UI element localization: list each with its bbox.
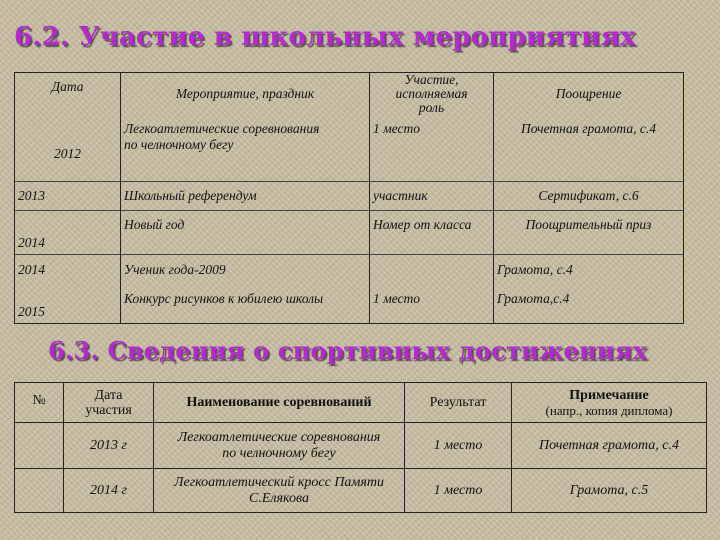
table-row [15, 285, 684, 323]
cell-date: 2012 [15, 115, 121, 181]
table-row [15, 254, 684, 285]
header-competition: Наименование соревнований [154, 383, 405, 423]
cell-role [370, 254, 494, 285]
cell-date: 2013 [15, 181, 121, 210]
table-row [15, 469, 707, 513]
cell-event: Ученик года-2009 [121, 254, 370, 285]
header-reward: Поощрение [494, 73, 684, 116]
cell-role: Номер от класса [370, 210, 494, 254]
cell-role: 1 место [370, 285, 494, 323]
cell-date: 2014 [15, 254, 121, 285]
table-header-row [15, 73, 684, 116]
header-note: Примечание (напр., копия диплома) [512, 383, 707, 423]
cell-competition: Легкоатлетические соревнования по челночному бегу [154, 423, 405, 469]
cell-date: 2013 г [64, 423, 154, 469]
cell-date: 2014 г [64, 469, 154, 513]
cell-date: 2014 [15, 210, 121, 254]
table-row [15, 210, 684, 254]
cell-number [15, 469, 64, 513]
cell-reward: Поощрительный приз [494, 210, 684, 254]
header-event: Мероприятие, праздник [121, 73, 370, 116]
cell-event: Конкурс рисунков к юбилею школы [121, 285, 370, 323]
cell-role: 1 место [370, 115, 494, 181]
header-date: Дата [15, 73, 121, 116]
cell-number [15, 423, 64, 469]
cell-result: 1 место [405, 469, 512, 513]
cell-event: Легкоатлетические соревнования по челночному бегу [121, 115, 370, 181]
cell-reward: Почетная грамота, с.4 [494, 115, 684, 181]
cell-note: Почетная грамота, с.4 [512, 423, 707, 469]
cell-date: 2015 [15, 285, 121, 323]
cell-reward: Сертификат, с.6 [494, 181, 684, 210]
school-events-table [14, 72, 684, 324]
header-number: № [15, 383, 64, 423]
cell-note: Грамота, с.5 [512, 469, 707, 513]
table-header-row [15, 383, 707, 423]
cell-reward: Грамота, с.4 [494, 254, 684, 285]
cell-result: 1 место [405, 423, 512, 469]
header-role: Участие, исполняемая роль [370, 73, 494, 116]
sports-achievements-table [14, 382, 707, 513]
table-row [15, 423, 707, 469]
table-row [15, 115, 684, 181]
cell-reward: Грамота,с.4 [494, 285, 684, 323]
section-title-school-events: 6.2. Участие в школьных мероприятиях [14, 22, 636, 52]
cell-event: Новый год [121, 210, 370, 254]
section-title-sports-achievements: 6.3. Сведения о спортивных достижениях [48, 336, 647, 365]
header-result: Результат [405, 383, 512, 423]
header-date: Дата участия [64, 383, 154, 423]
cell-event: Школьный референдум [121, 181, 370, 210]
table-row [15, 181, 684, 210]
cell-role: участник [370, 181, 494, 210]
cell-competition: Легкоатлетический кросс Памяти С.Елякова [154, 469, 405, 513]
